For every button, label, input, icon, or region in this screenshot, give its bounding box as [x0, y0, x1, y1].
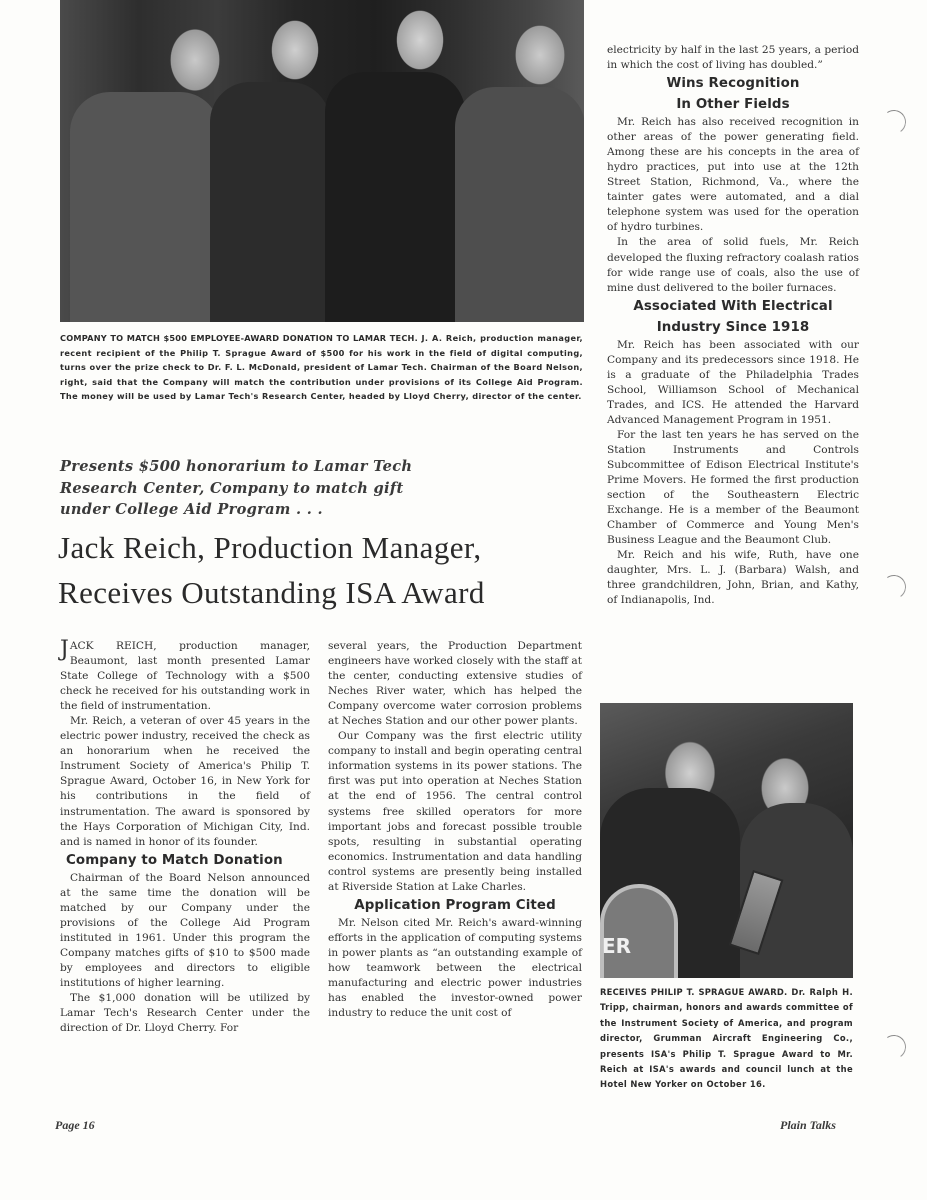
caption-lead: COMPANY TO MATCH $500 EMPLOYEE-AWARD DONATION TO LAMAR TECH. — [60, 333, 418, 343]
subhead-line: In Other Fields — [676, 97, 790, 113]
headline-line: Receives Outstanding ISA Award — [58, 575, 485, 610]
photo-caption-top — [60, 331, 583, 404]
paragraph: Mr. Reich and his wife, Ruth, have one daughter, Mrs. L. J. (Barbara) Walsh, and three grandchildren, John, Brian, and Kathy, of Indianapolis, Ind. — [607, 549, 859, 607]
caption-lead: RECEIVES PHILIP T. SPRAGUE AWARD. — [600, 987, 788, 997]
subhead-line: Industry Since 1918 — [656, 319, 810, 335]
photo-figure — [210, 82, 330, 322]
punch-hole-mark — [880, 108, 908, 136]
article-deck — [60, 456, 460, 521]
article-column-1 — [60, 639, 310, 1036]
paragraph: electricity by half in the last 25 years, a period in which the cost of living has doubled.” — [607, 44, 859, 72]
publication-name: Plain Talks — [780, 1118, 836, 1132]
photo-figure — [70, 92, 220, 322]
paragraph: Mr. Reich has also received recognition in other areas of the power generating field. Among these are his concepts in the area of hydro practices, put into use at the 12th Street Station, Richmond, Va., where the tainter gates were automated, and a dial telephone system was used for the operation of hydro turbines. — [607, 116, 859, 234]
sign-text: ER — [602, 934, 632, 958]
paragraph: For the last ten years he has served on the Station Instruments and Controls Subcommittee of Edison Electrical Institute's Prime Movers. He formed the first production section of the Southeastern Electric Exchange. He is a member of the Beaumont Chamber of Commerce and Young Men's Business League and the Beaumont Club. — [607, 428, 859, 547]
headline-line: Jack Reich, Production Manager, — [58, 530, 482, 565]
photo-figure — [325, 72, 465, 322]
punch-hole-mark — [880, 1033, 908, 1061]
subhead: Application Program Cited — [354, 897, 556, 913]
subhead-line: Associated With Electrical — [633, 298, 833, 314]
deck-line: Presents $500 honorarium to Lamar Tech — [60, 458, 413, 475]
page-number: Page 16 — [55, 1118, 95, 1132]
paragraph — [60, 639, 310, 714]
deck-line: under College Aid Program . . . — [60, 501, 323, 518]
paragraph: In the area of solid fuels, Mr. Reich developed the fluxing refractory coalash ratios for wide range use of coals, also the use of mine dust delivered to the boiler furnaces. — [607, 236, 859, 294]
article-column-3 — [607, 43, 859, 609]
photo-award-presentation — [600, 703, 853, 978]
paragraph: several years, the Production Department engineers have worked closely with the staff at the center, conducting extensive studies of Neches River water, which has helped the Company overcome water corrosion problems at Neches Station and our other power plants. — [328, 640, 582, 728]
subhead — [607, 73, 859, 115]
photo-caption-bottom — [600, 985, 853, 1093]
paragraph: Mr. Reich, a veteran of over 45 years in the electric power industry, received the check as an honorarium when he received the Instrument Society of America's Philip T. Sprague Award, October 16, in New York for his contributions in the field of instrumentation. The award is sponsored by the Hays Corporation of Michigan City, Ind. and is named in honor of its founder. — [60, 715, 310, 848]
paragraph: The $1,000 donation will be utilized by Lamar Tech's Research Center under the direction of Dr. Lloyd Cherry. For — [60, 992, 310, 1035]
drop-cap: J — [60, 637, 69, 662]
paragraph: Mr. Reich has been associated with our Company and its predecessors since 1918. He is a graduate of the Philadelphia Trades School, Williamson School of Mechanical Trades, and ICS. He attended the Harvard Advanced Management Program in 1951. — [607, 338, 859, 426]
subhead — [607, 296, 859, 338]
punch-hole-mark — [880, 573, 908, 601]
paragraph: Mr. Nelson cited Mr. Reich's award-winning efforts in the application of computing systems in power plants as “an outstanding example of how teamwork between the electrical manufacturing and electric power industries has enabled the investor-owned power industry to reduce the unit cost of — [328, 916, 582, 1020]
paragraph: Our Company was the first electric utility company to install and begin operating central information systems in its power stations. The first was put into operation at Neches Station at the end of 1956. The central control systems free skilled operators for more important jobs and forecast possible trouble spots, resulting in substantial operating economics. Instrumentation and data handling control systems are presently being installed at Riverside Station at Lake Charles. — [328, 730, 582, 893]
subhead: Company to Match Donation — [66, 852, 283, 868]
subhead-line: Wins Recognition — [666, 76, 800, 92]
photo-figure — [455, 87, 584, 322]
paragraph: Chairman of the Board Nelson announced at the same time the donation will be matched by our Company under the provisions of the College Aid Program instituted in 1961. Under this program the Company matches gifts of $10 to $500 made by employees and directors to eligible institutions of higher learning. — [60, 871, 310, 989]
podium-sign — [600, 884, 678, 978]
deck-line: Research Center, Company to match gift — [60, 479, 404, 497]
article-headline — [58, 525, 598, 615]
article-column-2 — [328, 639, 582, 1021]
photo-check-presentation — [60, 0, 584, 322]
paragraph-text: ACK REICH, production manager, Beaumont, last month presented Lamar State College of Technology with a $500 check he received for his outstanding work in the field of instrumentation. — [60, 640, 310, 713]
caption-text: J. A. Reich, production manager, recent recipient of the Philip T. Sprague Award of $500 for his work in the field of digital computing, turns over the prize check to Dr. F. L. McDonald, president of Lamar Tech. Chairman of the Board Nelson, right, said that the Company will match the contribution under provisions of its College Aid Program. The money will be used by Lamar Tech's Research Center, headed by Lloyd Cherry, director of the center. — [60, 333, 583, 402]
caption-text: Dr. Ralph H. Tripp, chairman, honors and awards committee of the Instrument Society of America, and program director, Grumman Aircraft Engineering Co., presents ISA's Philip T. Sprague Award to Mr. Reich at ISA's awards and council lunch at the Hotel New Yorker on October 16. — [600, 987, 853, 1090]
